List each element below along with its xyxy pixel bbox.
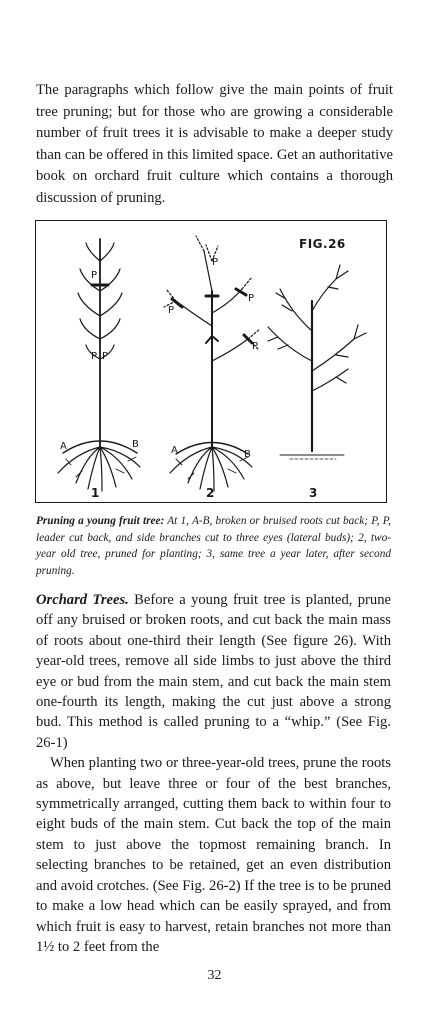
figure-label: FIG.26 [299,237,346,251]
label-p-tree1-top: P [91,270,98,281]
label-p-tree1-left: P [91,351,98,362]
label-p-tree2-top: P [212,257,219,268]
section-heading: Orchard Trees. [36,592,129,608]
orchard-trees-section [36,590,391,957]
caption-lead: Pruning a young fruit tree: [36,515,165,527]
label-p-tree2-left: P [168,305,175,316]
figure-26 [35,220,387,503]
label-p-tree2-lower: P [252,341,259,352]
caption-text: At 1, A-B, broken or bruised roots cut back; P, P, leader cut back, and side branches cut to three eyes (lateral buds); 2, two-year old tree, pruned for planting; 3, same tree a year later, after second pruning. [36,515,391,577]
label-b-tree2: B [244,449,251,460]
label-p-tree1-right: P [102,351,109,362]
tree-number-1: 1 [91,486,100,500]
page-number: 32 [207,968,222,983]
intro-paragraph: The paragraphs which follow give the main points of fruit tree pruning; but for those who are growing a considerable number of fruit trees it is advisable to make a deeper study than can be offered in this limited space. Get an authoritative book on orchard fruit culture which contains a thorough discussion of pruning. [36,82,393,206]
tree-1-drawing [58,239,140,491]
tree-number-3: 3 [309,486,318,500]
label-a-tree1: A [60,441,67,452]
tree-number-2: 2 [206,486,215,500]
label-b-tree1: B [132,439,139,450]
label-a-tree2: A [171,445,178,456]
figure-caption [36,513,391,579]
label-p-tree2-right: P [248,293,255,304]
orchard-paragraph-1 [36,590,391,753]
paragraph-1-text: Before a young fruit tree is planted, prune off any bruised or broken roots, and cut back the main mass of roots about one-third their length (See figure 26). With year-old trees, remove all side limbs to just above the third eye or bud from the main stem, and cut back the main stem one-fourth its length, making the cut just above a strong bud. This method is called pruning to a “whip.” (See Fig. 26-1) [36,592,391,751]
tree-3-drawing [268,265,366,459]
orchard-paragraph-2: When planting two or three-year-old trees, prune the roots as above, but leave three or four of the best branches, symmetrically arranged, cutting them back to within four to eight buds of the main stem. Cut back the top of the main stem to just above the topmost remaining branch. In selecting branches to be retained, get an even distribution and avoid crotches. (See Fig. 26-2) If the tree is to be pruned to make a low head which can be easily sprayed, and from which fruit is easy to harvest, retain branches not more than 1½ to 2 feet from the [36,755,392,955]
pruning-illustration [36,221,385,501]
